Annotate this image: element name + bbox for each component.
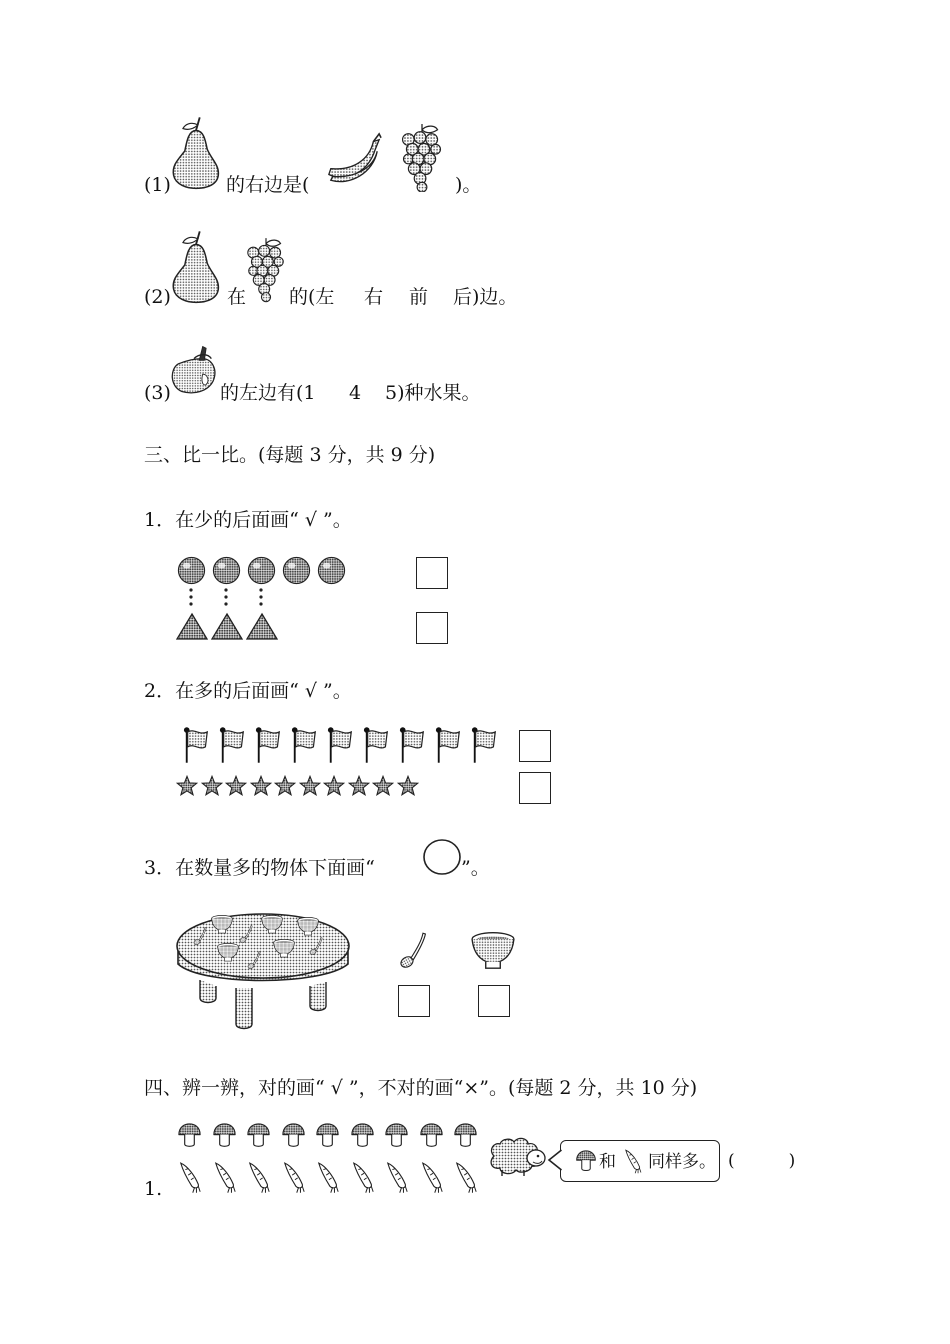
mushroom-icon (246, 1123, 271, 1148)
star-icon (176, 775, 198, 797)
triangle-icon (176, 612, 208, 640)
option-5: 5)种水果。 (385, 382, 481, 404)
grapes-icon (246, 234, 286, 304)
star-icon (274, 775, 296, 797)
star-icon (250, 775, 272, 797)
flag-icon (183, 726, 211, 764)
question-3-3-text: 3．在数量多的物体下面画“ (144, 857, 375, 879)
carrot-icon (385, 1160, 409, 1194)
star-icon (348, 775, 370, 797)
option-left: 的(左 (289, 286, 335, 308)
option-back: 后)边。 (453, 286, 518, 308)
section-heading: 三、比一比。(每题 3 分，共 9 分) (144, 444, 436, 466)
option-front: 前 (409, 286, 429, 308)
flag-icon (255, 726, 283, 764)
bowl-icon (470, 930, 516, 970)
grapes-icon (400, 122, 444, 192)
answer-parentheses[interactable]: ( ) (728, 1151, 796, 1171)
option-4: 4 (349, 382, 362, 404)
pear-icon (168, 226, 224, 304)
ball-icon (212, 556, 241, 585)
star-icon (397, 775, 419, 797)
carrot-icon (178, 1160, 202, 1194)
question-text-end: )。 (455, 174, 482, 196)
flag-icon (327, 726, 355, 764)
carrot-icon (351, 1160, 375, 1194)
answer-box-triangles[interactable] (416, 612, 448, 644)
section-heading: 四、辨一辨，对的画“ √ ”，不对的画“×”。(每题 2 分，共 10 分) (144, 1077, 698, 1099)
question-text: 在 (227, 286, 247, 308)
star-icon (372, 775, 394, 797)
option-right: 右 (364, 286, 384, 308)
correspondence-dotted-lines (185, 587, 275, 609)
triangle-icon (246, 612, 278, 640)
ball-icon (282, 556, 311, 585)
star-icon (201, 775, 223, 797)
mushroom-icon (350, 1123, 375, 1148)
mushroom-icon (384, 1123, 409, 1148)
mushroom-icon (177, 1123, 202, 1148)
speech-bubble-tail (547, 1150, 563, 1170)
question-number: (3) (144, 382, 171, 404)
mushroom-icon (281, 1123, 306, 1148)
carrot-icon (247, 1160, 271, 1194)
carrot-icon (282, 1160, 306, 1194)
triangle-icon (211, 612, 243, 640)
answer-box-spoon[interactable] (398, 985, 430, 1017)
question-number: (2) (144, 286, 171, 308)
banana-icon (325, 128, 383, 190)
bubble-and-text: 和 (599, 1152, 616, 1172)
question-3-3-text-end: ”。 (461, 857, 490, 879)
flag-icon (291, 726, 319, 764)
carrot-icon (316, 1160, 340, 1194)
question-number: (1) (144, 174, 171, 196)
star-icon (225, 775, 247, 797)
mushroom-icon (575, 1150, 597, 1172)
eggplant-icon (168, 342, 220, 396)
flag-icon (399, 726, 427, 764)
star-icon (323, 775, 345, 797)
mushroom-icon (419, 1123, 444, 1148)
ball-icon (317, 556, 346, 585)
question-number: 1. (144, 1178, 163, 1200)
circle-icon (421, 838, 463, 878)
answer-box-stars[interactable] (519, 772, 551, 804)
mushroom-icon (212, 1123, 237, 1148)
star-icon (299, 775, 321, 797)
carrot-icon (454, 1160, 478, 1194)
flag-icon (435, 726, 463, 764)
answer-box-flags[interactable] (519, 730, 551, 762)
flag-icon (219, 726, 247, 764)
answer-box-balls[interactable] (416, 557, 448, 589)
pear-icon (168, 112, 224, 190)
carrot-icon (623, 1148, 643, 1174)
table-icon (172, 902, 352, 1032)
question-text: 的右边是( (226, 174, 310, 196)
question-text: 的左边有(1 (220, 382, 316, 404)
ball-icon (247, 556, 276, 585)
spoon-icon (398, 930, 432, 970)
flag-icon (363, 726, 391, 764)
carrot-icon (213, 1160, 237, 1194)
answer-box-bowl[interactable] (478, 985, 510, 1017)
question-3-1-text: 1．在少的后面画“ √ ”。 (144, 509, 352, 531)
flag-icon (471, 726, 499, 764)
bubble-same-text: 同样多。 (648, 1152, 716, 1172)
mushroom-icon (453, 1123, 478, 1148)
ball-icon (177, 556, 206, 585)
question-3-2-text: 2．在多的后面画“ √ ”。 (144, 680, 352, 702)
carrot-icon (420, 1160, 444, 1194)
sheep-icon (486, 1136, 550, 1178)
mushroom-icon (315, 1123, 340, 1148)
